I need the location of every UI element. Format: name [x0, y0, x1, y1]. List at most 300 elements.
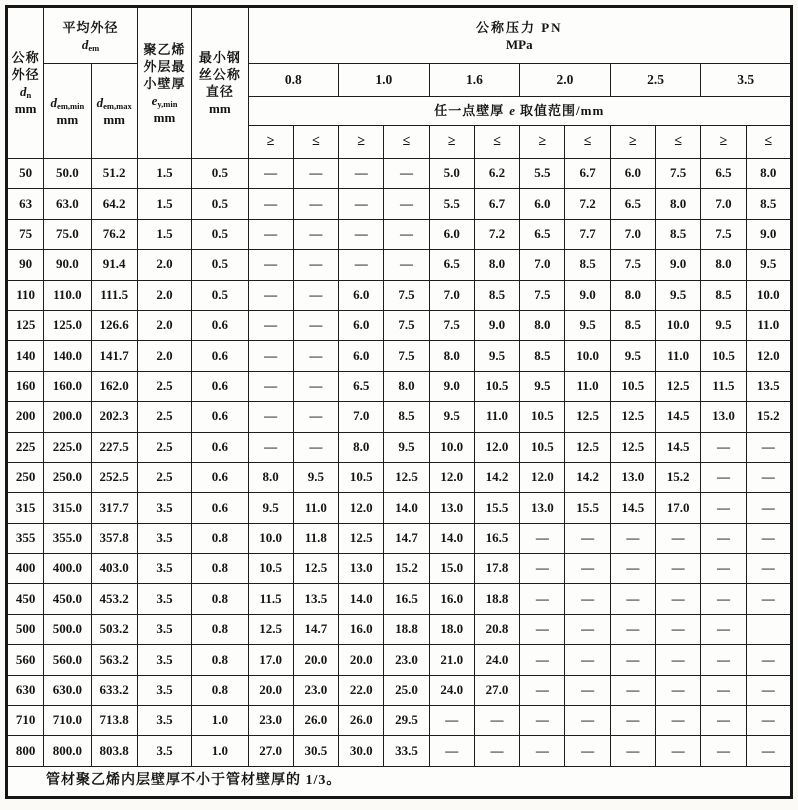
header-mean-od-max	[91, 64, 137, 159]
header-nominal-od-title: 公称外径	[11, 50, 40, 82]
cell-pn-limit: 6.5	[520, 219, 565, 249]
cell-pn-limit: 6.0	[339, 341, 384, 371]
cell-pn-limit: 7.5	[384, 280, 429, 310]
cell-ey-min: 3.5	[137, 493, 191, 523]
cell-pn-limit: 10.5	[339, 462, 384, 492]
header-pn-class-1.0: 1.0	[339, 64, 430, 97]
cell-dem-max: 111.5	[91, 280, 137, 310]
cell-pn-limit: 8.5	[384, 402, 429, 432]
cell-dn: 90	[7, 250, 44, 280]
cell-pn-limit: —	[429, 706, 474, 736]
cell-wire-dia: 0.5	[192, 189, 248, 219]
cell-ey-min: 2.0	[137, 310, 191, 340]
cell-pn-limit: —	[565, 614, 610, 644]
cell-pn-limit: 13.0	[429, 493, 474, 523]
cell-dn: 110	[7, 280, 44, 310]
cell-pn-limit: 17.8	[474, 554, 519, 584]
cell-pn-limit: 9.5	[384, 432, 429, 462]
cell-dem-max: 403.0	[91, 554, 137, 584]
header-nominal-pressure	[248, 7, 792, 64]
cell-pn-limit: 15.0	[429, 554, 474, 584]
table-row	[7, 675, 792, 705]
cell-dem-min: 50.0	[44, 159, 91, 189]
cell-pn-limit: —	[656, 584, 701, 614]
table-row	[7, 219, 792, 249]
cell-dem-max: 64.2	[91, 189, 137, 219]
header-row-1	[7, 7, 792, 64]
cell-pn-limit: 6.0	[429, 219, 474, 249]
header-mean-od-min-symbol: $d_{em,min}$	[50, 95, 85, 111]
cell-dem-max: 141.7	[91, 341, 137, 371]
cell-dn: 125	[7, 310, 44, 340]
cell-pn-limit: —	[293, 280, 338, 310]
cell-pn-limit: 14.7	[384, 523, 429, 553]
cell-dn: 225	[7, 432, 44, 462]
cell-pn-limit: —	[520, 614, 565, 644]
cell-pn-limit: 9.0	[656, 250, 701, 280]
cell-pn-limit: —	[701, 614, 746, 644]
cell-wire-dia: 1.0	[192, 736, 248, 767]
header-nominal-od-unit: mm	[14, 101, 37, 116]
cell-pn-limit: 5.5	[520, 159, 565, 189]
cell-pn-limit: —	[293, 371, 338, 401]
cell-pn-limit: —	[565, 675, 610, 705]
cell-wire-dia: 0.8	[192, 675, 248, 705]
cell-pn-limit: —	[610, 554, 655, 584]
cell-wire-dia: 0.8	[192, 645, 248, 675]
cell-pn-limit: 11.8	[293, 523, 338, 553]
cell-dem-min: 450.0	[44, 584, 91, 614]
cell-dem-min: 710.0	[44, 706, 91, 736]
cell-pn-limit: —	[610, 584, 655, 614]
cell-dem-min: 800.0	[44, 736, 91, 767]
cell-pn-limit: 18.8	[474, 584, 519, 614]
table-row	[7, 341, 792, 371]
cell-pn-limit: 30.0	[339, 736, 384, 767]
cell-pn-limit: —	[384, 250, 429, 280]
cell-pn-limit: 9.5	[746, 250, 791, 280]
cell-pn-limit: —	[520, 675, 565, 705]
cell-dem-max: 76.2	[91, 219, 137, 249]
table-body	[7, 159, 792, 767]
cell-pn-limit: 11.0	[293, 493, 338, 523]
cell-ey-min: 2.0	[137, 341, 191, 371]
cell-pn-limit: 14.5	[656, 432, 701, 462]
cell-pn-limit: —	[339, 219, 384, 249]
note-row	[7, 767, 792, 798]
cell-pn-limit: 7.5	[656, 159, 701, 189]
cell-pn-limit: 15.2	[746, 402, 791, 432]
cell-pn-limit: —	[248, 219, 293, 249]
cell-pn-limit: —	[520, 706, 565, 736]
cell-pn-limit: 16.5	[384, 584, 429, 614]
cell-pn-limit: 7.5	[701, 219, 746, 249]
cell-pn-limit: 8.0	[701, 250, 746, 280]
cell-pn-limit: 12.5	[293, 554, 338, 584]
cell-ey-min: 3.5	[137, 523, 191, 553]
cell-dn: 710	[7, 706, 44, 736]
cell-pn-limit: 9.5	[701, 310, 746, 340]
pipe-spec-table	[5, 5, 793, 799]
cell-pn-limit: 9.5	[293, 462, 338, 492]
cell-ey-min: 2.5	[137, 371, 191, 401]
cell-pn-limit: —	[248, 432, 293, 462]
cell-pn-limit: 9.5	[429, 402, 474, 432]
cell-dem-max: 202.3	[91, 402, 137, 432]
cell-dem-max: 713.8	[91, 706, 137, 736]
cell-pn-limit: —	[474, 736, 519, 767]
footer-note: 管材聚乙烯内层壁厚不小于管材壁厚的 1/3。	[7, 767, 792, 798]
cell-pn-limit: 14.0	[384, 493, 429, 523]
cell-pn-limit: 14.7	[293, 614, 338, 644]
cell-pn-limit: —	[384, 219, 429, 249]
header-ge: ≥	[520, 126, 565, 159]
cell-pn-limit: 11.0	[474, 402, 519, 432]
cell-pn-limit: 9.0	[429, 371, 474, 401]
cell-pn-limit: —	[293, 219, 338, 249]
cell-pn-limit: 23.0	[384, 645, 429, 675]
cell-pn-limit: —	[656, 614, 701, 644]
cell-pn-limit: 6.0	[610, 159, 655, 189]
header-ge: ≥	[429, 126, 474, 159]
cell-pn-limit: 8.0	[520, 310, 565, 340]
header-nominal-pressure-title: 公称压力 PN	[475, 19, 563, 35]
cell-pn-limit: 27.0	[474, 675, 519, 705]
cell-pn-limit: 14.0	[429, 523, 474, 553]
cell-pn-limit: 5.0	[429, 159, 474, 189]
header-le: ≤	[474, 126, 519, 159]
cell-pn-limit: —	[339, 159, 384, 189]
cell-pn-limit: 12.5	[610, 432, 655, 462]
header-row-2	[7, 64, 792, 97]
cell-pn-limit: 13.5	[293, 584, 338, 614]
cell-pn-limit: 14.2	[474, 462, 519, 492]
cell-pn-limit: 8.0	[746, 159, 791, 189]
cell-pn-limit: 12.5	[339, 523, 384, 553]
cell-pn-limit: —	[474, 706, 519, 736]
table-row	[7, 280, 792, 310]
cell-dem-min: 630.0	[44, 675, 91, 705]
cell-dn: 315	[7, 493, 44, 523]
cell-pn-limit: 21.0	[429, 645, 474, 675]
header-min-wire-diameter-unit: mm	[208, 101, 231, 116]
cell-pn-limit: 24.0	[429, 675, 474, 705]
cell-pn-limit: 15.2	[384, 554, 429, 584]
cell-pn-limit: 18.0	[429, 614, 474, 644]
header-wall-range-label	[248, 97, 792, 126]
cell-pn-limit: 9.0	[565, 280, 610, 310]
cell-pn-limit: 26.0	[339, 706, 384, 736]
header-le: ≤	[746, 126, 791, 159]
table-row	[7, 736, 792, 767]
cell-dn: 560	[7, 645, 44, 675]
cell-dem-max: 162.0	[91, 371, 137, 401]
cell-pn-limit: —	[610, 645, 655, 675]
cell-dem-max: 91.4	[91, 250, 137, 280]
cell-pn-limit: 18.8	[384, 614, 429, 644]
cell-pn-limit: 7.7	[565, 219, 610, 249]
cell-pn-limit: 14.5	[656, 402, 701, 432]
header-mean-od-min	[44, 64, 91, 159]
header-pn-class-2.5: 2.5	[610, 64, 701, 97]
cell-dn: 500	[7, 614, 44, 644]
cell-pn-limit: 12.5	[565, 432, 610, 462]
cell-pn-limit: 16.0	[339, 614, 384, 644]
cell-pn-limit: —	[746, 462, 791, 492]
cell-pn-limit: —	[701, 706, 746, 736]
cell-pn-limit: —	[248, 189, 293, 219]
table-row	[7, 250, 792, 280]
cell-pn-limit: —	[565, 523, 610, 553]
cell-pn-limit: —	[384, 159, 429, 189]
cell-wire-dia: 0.5	[192, 159, 248, 189]
header-mean-od-min-unit: mm	[56, 112, 79, 127]
cell-pn-limit: 7.5	[384, 341, 429, 371]
cell-pn-limit: —	[248, 341, 293, 371]
cell-wire-dia: 0.6	[192, 462, 248, 492]
cell-pn-limit: 10.5	[701, 341, 746, 371]
cell-pn-limit: —	[293, 402, 338, 432]
cell-pn-limit: 15.2	[656, 462, 701, 492]
table-row	[7, 159, 792, 189]
cell-pn-limit: —	[701, 493, 746, 523]
header-nominal-pressure-unit: MPa	[505, 36, 533, 52]
header-mean-od	[44, 7, 138, 64]
cell-pn-limit: 27.0	[248, 736, 293, 767]
cell-pn-limit: 22.0	[339, 675, 384, 705]
cell-wire-dia: 0.5	[192, 280, 248, 310]
cell-ey-min: 3.5	[137, 706, 191, 736]
cell-pn-limit: 9.5	[610, 341, 655, 371]
cell-dn: 50	[7, 159, 44, 189]
cell-pn-limit: —	[701, 736, 746, 767]
cell-pn-limit: —	[610, 614, 655, 644]
cell-wire-dia: 0.6	[192, 341, 248, 371]
cell-pn-limit: 11.5	[248, 584, 293, 614]
cell-wire-dia: 0.8	[192, 554, 248, 584]
cell-pn-limit: —	[746, 493, 791, 523]
cell-pn-limit: 12.5	[384, 462, 429, 492]
table-row	[7, 614, 792, 644]
cell-pn-limit: 7.5	[610, 250, 655, 280]
cell-dem-max: 357.8	[91, 523, 137, 553]
cell-ey-min: 2.5	[137, 462, 191, 492]
table-row	[7, 584, 792, 614]
cell-pn-limit: —	[746, 706, 791, 736]
table-row	[7, 493, 792, 523]
cell-dem-min: 250.0	[44, 462, 91, 492]
cell-pn-limit: —	[746, 584, 791, 614]
cell-pn-limit: 6.7	[474, 189, 519, 219]
cell-pn-limit: —	[701, 675, 746, 705]
cell-pn-limit: 13.0	[701, 402, 746, 432]
cell-pn-limit: 13.0	[339, 554, 384, 584]
cell-pn-limit: —	[520, 645, 565, 675]
table-row	[7, 402, 792, 432]
cell-pn-limit: 17.0	[248, 645, 293, 675]
cell-pn-limit: 14.5	[610, 493, 655, 523]
cell-pn-limit: 10.5	[474, 371, 519, 401]
cell-pn-limit: —	[746, 432, 791, 462]
cell-pn-limit: —	[248, 402, 293, 432]
cell-pn-limit: —	[746, 554, 791, 584]
cell-pn-limit: —	[701, 645, 746, 675]
cell-pn-limit: —	[656, 675, 701, 705]
header-min-wire-diameter	[192, 7, 248, 159]
cell-wire-dia: 0.6	[192, 493, 248, 523]
cell-pn-limit: —	[656, 736, 701, 767]
cell-pn-limit: 15.5	[565, 493, 610, 523]
cell-ey-min: 2.5	[137, 402, 191, 432]
header-pn-class-2.0: 2.0	[520, 64, 611, 97]
cell-pn-limit: 6.7	[565, 159, 610, 189]
cell-pn-limit: 8.5	[746, 189, 791, 219]
cell-pn-limit: 12.5	[656, 371, 701, 401]
cell-pn-limit: 12.0	[520, 462, 565, 492]
cell-dn: 800	[7, 736, 44, 767]
cell-dn: 63	[7, 189, 44, 219]
cell-pn-limit: 12.5	[248, 614, 293, 644]
header-le: ≤	[384, 126, 429, 159]
cell-ey-min: 2.0	[137, 280, 191, 310]
cell-pn-limit: 12.0	[474, 432, 519, 462]
cell-ey-min: 2.0	[137, 250, 191, 280]
cell-dn: 450	[7, 584, 44, 614]
cell-dem-min: 75.0	[44, 219, 91, 249]
header-pn-class-0.8: 0.8	[248, 64, 339, 97]
cell-pn-limit: 8.5	[656, 219, 701, 249]
cell-pn-limit: 9.5	[474, 341, 519, 371]
cell-pn-limit: 6.5	[339, 371, 384, 401]
cell-pn-limit: 6.5	[701, 159, 746, 189]
cell-pn-limit: —	[701, 554, 746, 584]
header-nominal-od-symbol: $d_n$	[20, 84, 32, 100]
header-ge: ≥	[339, 126, 384, 159]
cell-pn-limit: 33.5	[384, 736, 429, 767]
cell-dn: 140	[7, 341, 44, 371]
cell-dem-min: 90.0	[44, 250, 91, 280]
header-ge: ≥	[701, 126, 746, 159]
cell-dem-min: 560.0	[44, 645, 91, 675]
cell-pn-limit: 8.0	[474, 250, 519, 280]
cell-pn-limit: —	[520, 554, 565, 584]
cell-ey-min: 3.5	[137, 675, 191, 705]
cell-pn-limit: —	[746, 523, 791, 553]
cell-dem-max: 317.7	[91, 493, 137, 523]
cell-wire-dia: 0.8	[192, 614, 248, 644]
cell-pn-limit: 7.2	[565, 189, 610, 219]
cell-ey-min: 3.5	[137, 736, 191, 767]
cell-pn-limit: 9.5	[656, 280, 701, 310]
cell-dem-min: 500.0	[44, 614, 91, 644]
cell-pn-limit: 7.0	[339, 402, 384, 432]
cell-pn-limit: 9.0	[474, 310, 519, 340]
cell-pn-limit: 14.0	[339, 584, 384, 614]
cell-wire-dia: 0.6	[192, 432, 248, 462]
cell-pn-limit: 8.0	[429, 341, 474, 371]
cell-pn-limit: 9.0	[746, 219, 791, 249]
table-row	[7, 432, 792, 462]
cell-pn-limit: 16.5	[474, 523, 519, 553]
cell-dem-max: 453.2	[91, 584, 137, 614]
table-row	[7, 189, 792, 219]
cell-pn-limit: —	[293, 159, 338, 189]
cell-pn-limit: —	[746, 675, 791, 705]
cell-pn-limit: 15.5	[474, 493, 519, 523]
cell-wire-dia: 1.0	[192, 706, 248, 736]
cell-dem-min: 63.0	[44, 189, 91, 219]
cell-pn-limit: 10.0	[248, 523, 293, 553]
cell-pn-limit: 23.0	[248, 706, 293, 736]
cell-pn-limit: 11.5	[701, 371, 746, 401]
cell-pn-limit: 8.0	[339, 432, 384, 462]
cell-pn-limit: 6.5	[610, 189, 655, 219]
cell-pn-limit: 11.0	[565, 371, 610, 401]
cell-dem-min: 140.0	[44, 341, 91, 371]
table-row	[7, 310, 792, 340]
cell-pn-limit: 13.0	[610, 462, 655, 492]
cell-pn-limit: 8.5	[565, 250, 610, 280]
header-mean-od-symbol: $d_{em}$	[81, 36, 100, 53]
cell-pn-limit: —	[248, 310, 293, 340]
cell-pn-limit: 9.5	[520, 371, 565, 401]
cell-wire-dia: 0.6	[192, 402, 248, 432]
cell-pn-limit: 8.5	[520, 341, 565, 371]
cell-pn-limit: 12.5	[565, 402, 610, 432]
cell-pn-limit: —	[293, 189, 338, 219]
cell-dem-max: 51.2	[91, 159, 137, 189]
cell-wire-dia: 0.6	[192, 310, 248, 340]
cell-pn-limit: —	[520, 523, 565, 553]
cell-pn-limit: —	[656, 645, 701, 675]
header-le: ≤	[293, 126, 338, 159]
cell-pn-limit: —	[429, 736, 474, 767]
cell-pn-limit: —	[520, 584, 565, 614]
table-row	[7, 462, 792, 492]
cell-dem-min: 355.0	[44, 523, 91, 553]
cell-pn-limit: 23.0	[293, 675, 338, 705]
cell-pn-limit: 7.2	[474, 219, 519, 249]
cell-pn-limit: 10.5	[520, 402, 565, 432]
header-pe-outer-min-wall-title: 聚乙烯外层最小壁厚	[143, 41, 186, 91]
cell-pn-limit: 20.0	[248, 675, 293, 705]
cell-pn-limit: —	[565, 706, 610, 736]
cell-pn-limit: 8.0	[610, 280, 655, 310]
cell-pn-limit: —	[656, 554, 701, 584]
cell-pn-limit: 24.0	[474, 645, 519, 675]
header-pn-class-3.5: 3.5	[701, 64, 792, 97]
cell-pn-limit: 13.5	[746, 371, 791, 401]
cell-dem-max: 633.2	[91, 675, 137, 705]
cell-pn-limit: —	[248, 280, 293, 310]
cell-dem-min: 125.0	[44, 310, 91, 340]
cell-dem-max: 126.6	[91, 310, 137, 340]
cell-pn-limit: —	[610, 523, 655, 553]
cell-pn-limit: —	[656, 706, 701, 736]
cell-pn-limit: 30.5	[293, 736, 338, 767]
cell-pn-limit: 6.0	[520, 189, 565, 219]
cell-wire-dia: 0.6	[192, 371, 248, 401]
cell-pn-limit: —	[293, 250, 338, 280]
cell-pn-limit: 7.5	[520, 280, 565, 310]
cell-pn-limit: 6.0	[339, 280, 384, 310]
cell-pn-limit: 7.5	[384, 310, 429, 340]
cell-pn-limit: 7.0	[520, 250, 565, 280]
cell-pn-limit: —	[701, 432, 746, 462]
header-ge: ≥	[248, 126, 293, 159]
cell-pn-limit: 25.0	[384, 675, 429, 705]
cell-pn-limit: 20.8	[474, 614, 519, 644]
